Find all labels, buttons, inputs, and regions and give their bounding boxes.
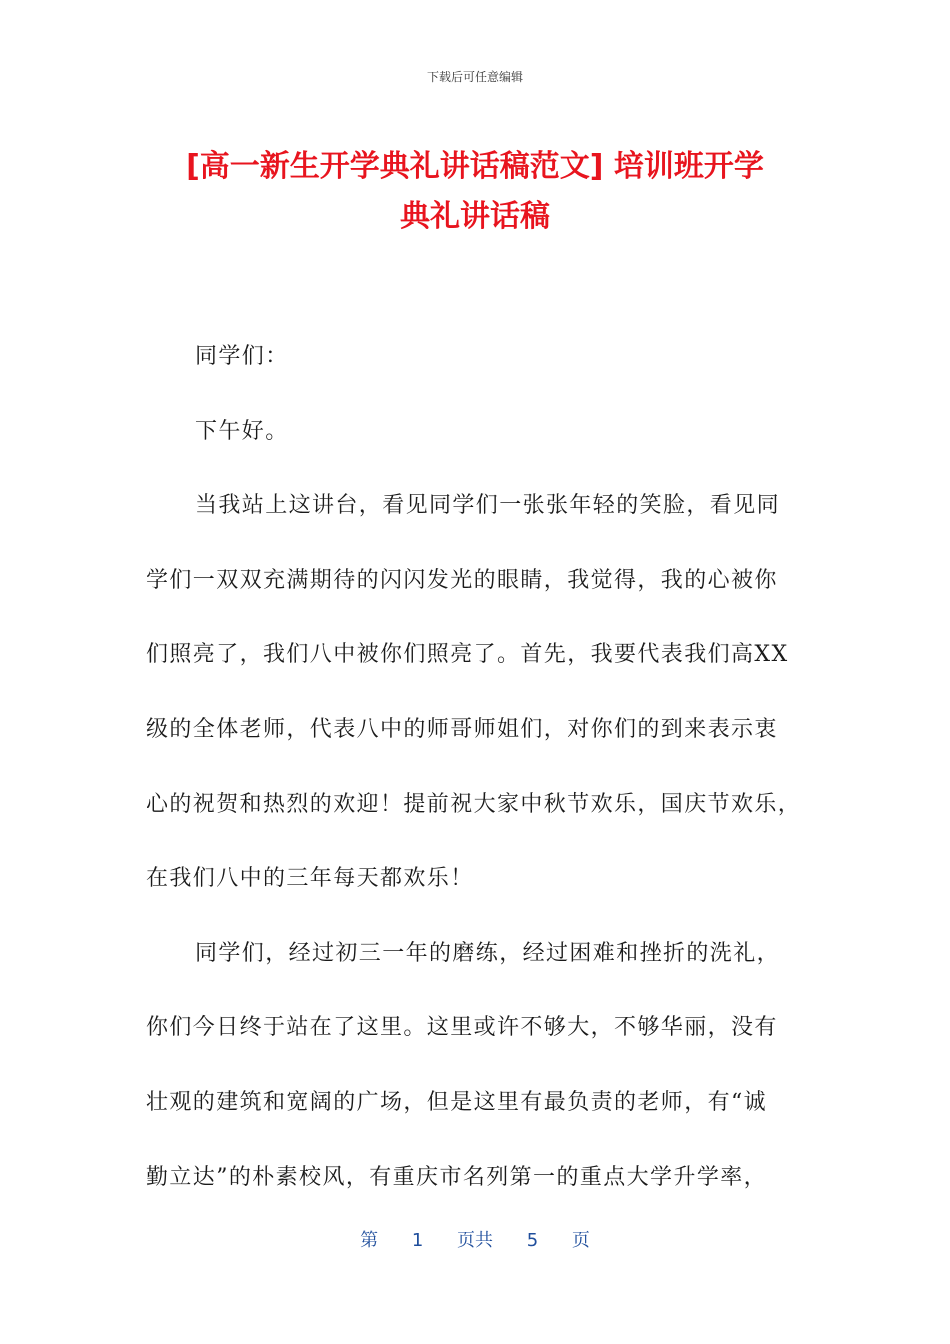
text-line: 同学们，经过初三一年的磨练，经过困难和挫折的洗礼， [195,940,781,966]
header-note: 下载后可任意编辑 [426,70,523,84]
text-line: 你们今日终于站在了这里。这里或许不够大，不够华丽，没有 [146,1015,778,1041]
page-suffix: 页 [571,1230,590,1251]
paragraph [146,395,806,470]
text-line: 在我们八中的三年每天都欢乐！ [146,866,474,892]
page-total: 5 [526,1230,539,1251]
title-line-1: [高一新生开学典礼讲话稿范文] 培训班开学 [186,149,764,184]
text-line: 们照亮了，我们八中被你们照亮了。首先，我要代表我们高XX [146,642,789,668]
page-mid: 页共 [457,1230,493,1251]
text-line: 下午好。 [195,418,289,444]
text-line: 心的祝贺和热烈的欢迎！提前祝大家中秋节欢乐，国庆节欢乐， [146,791,802,817]
text-line: 同学们： [195,344,289,369]
document-body [146,320,806,1215]
text-line: 当我站上这讲台，看见同学们一张张年轻的笑脸，看见同 [195,493,781,519]
page-prefix: 第 [360,1230,379,1251]
page-footer [0,1226,950,1252]
document-title [140,142,810,242]
paragraph [146,320,806,395]
title-line-2: 典礼讲话稿 [400,199,550,234]
text-line: 勤立达”的朴素校风，有重庆市名列第一的重点大学升学率， [146,1164,768,1190]
text-line: 壮观的建筑和宽阔的广场，但是这里有最负责的老师，有“诚 [146,1089,768,1115]
page-number: 1 [411,1230,424,1251]
text-line: 级的全体老师，代表八中的师哥师姐们，对你们的到来表示衷 [146,716,778,742]
text-line: 学们一双双充满期待的闪闪发光的眼睛，我觉得，我的心被你 [146,567,778,593]
paragraph [146,469,806,917]
paragraph [146,917,806,1215]
